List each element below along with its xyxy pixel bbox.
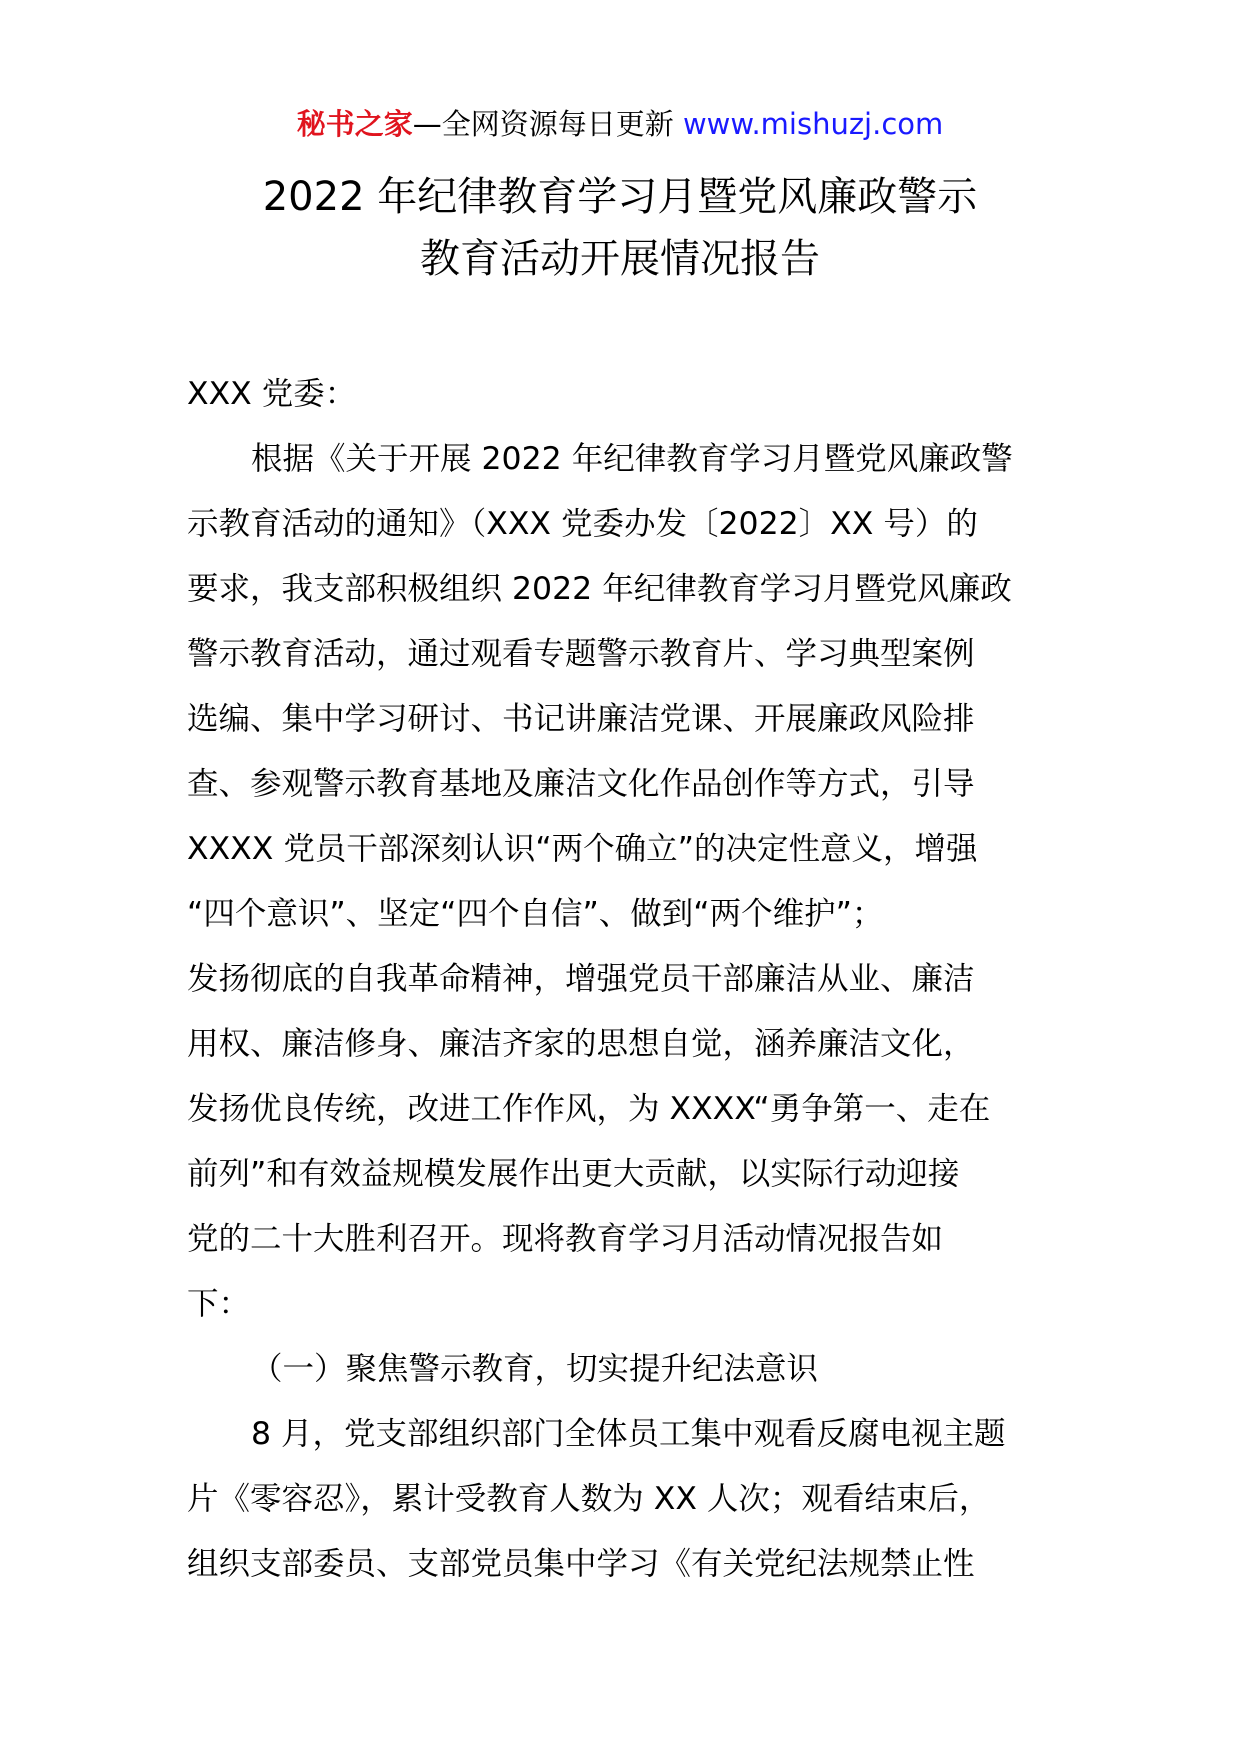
document-title-line-1: 2022 年纪律教育学习月暨党风廉政警示: [262, 174, 978, 220]
paragraph-line: 根据《关于开展 2022 年纪律教育学习月暨党风廉政警: [251, 441, 1013, 477]
paragraph-line: 发扬彻底的自我革命精神，增强党员干部廉洁从业、廉洁: [187, 961, 975, 997]
document-body: [187, 362, 1057, 1597]
site-tagline: —全网资源每日更新: [412, 107, 674, 141]
paragraph-line: “四个意识”、坚定“四个自信”、做到“两个维护”；: [187, 896, 884, 932]
paragraph-line: 发扬优良传统，改进工作作风，为 XXXX“勇争第一、走在: [187, 1091, 991, 1127]
paragraph-line: 示教育活动的通知》（XXX 党委办发〔2022〕XX 号）的: [187, 506, 978, 542]
paragraph-line: 前列”和有效益规模发展作出更大贡献，以实际行动迎接: [187, 1156, 960, 1192]
paragraph-line: 组织支部委员、支部党员集中学习《有关党纪法规禁止性: [187, 1546, 975, 1582]
site-brand-name: 秘书之家: [296, 107, 413, 141]
document-title-line-2: 教育活动开展情况报告: [420, 236, 820, 282]
paragraph-line: 选编、集中学习研讨、书记讲廉洁党课、开展廉政风险排: [187, 701, 975, 737]
paragraph-line: 查、参观警示教育基地及廉洁文化作品创作等方式，引导: [187, 766, 975, 802]
salutation: XXX 党委：: [187, 376, 357, 412]
site-header-banner: [0, 100, 1240, 148]
section-heading-1: （一）聚焦警示教育，切实提升纪法意识: [251, 1351, 819, 1387]
site-url-link[interactable]: www.mishuzj.com: [682, 107, 944, 141]
paragraph-line: 警示教育活动，通过观看专题警示教育片、学习典型案例: [187, 636, 975, 672]
paragraph-line: XXXX 党员干部深刻认识“两个确立”的决定性意义，增强: [187, 831, 978, 867]
paragraph-line: 用权、廉洁修身、廉洁齐家的思想自觉，涵养廉洁文化，: [187, 1026, 975, 1062]
document-title: [0, 166, 1240, 290]
paragraph-intro: [187, 427, 1057, 1337]
paragraph-section-1: [187, 1402, 1057, 1597]
paragraph-line: 8 月，党支部组织部门全体员工集中观看反腐电视主题: [251, 1416, 1006, 1452]
paragraph-line: 片《零容忍》，累计受教育人数为 XX 人次；观看结束后，: [187, 1481, 991, 1517]
paragraph-line: 下：: [187, 1286, 251, 1322]
paragraph-line: 党的二十大胜利召开。现将教育学习月活动情况报告如: [187, 1221, 944, 1257]
paragraph-line: 要求，我支部积极组织 2022 年纪律教育学习月暨党风廉政: [187, 571, 1012, 607]
